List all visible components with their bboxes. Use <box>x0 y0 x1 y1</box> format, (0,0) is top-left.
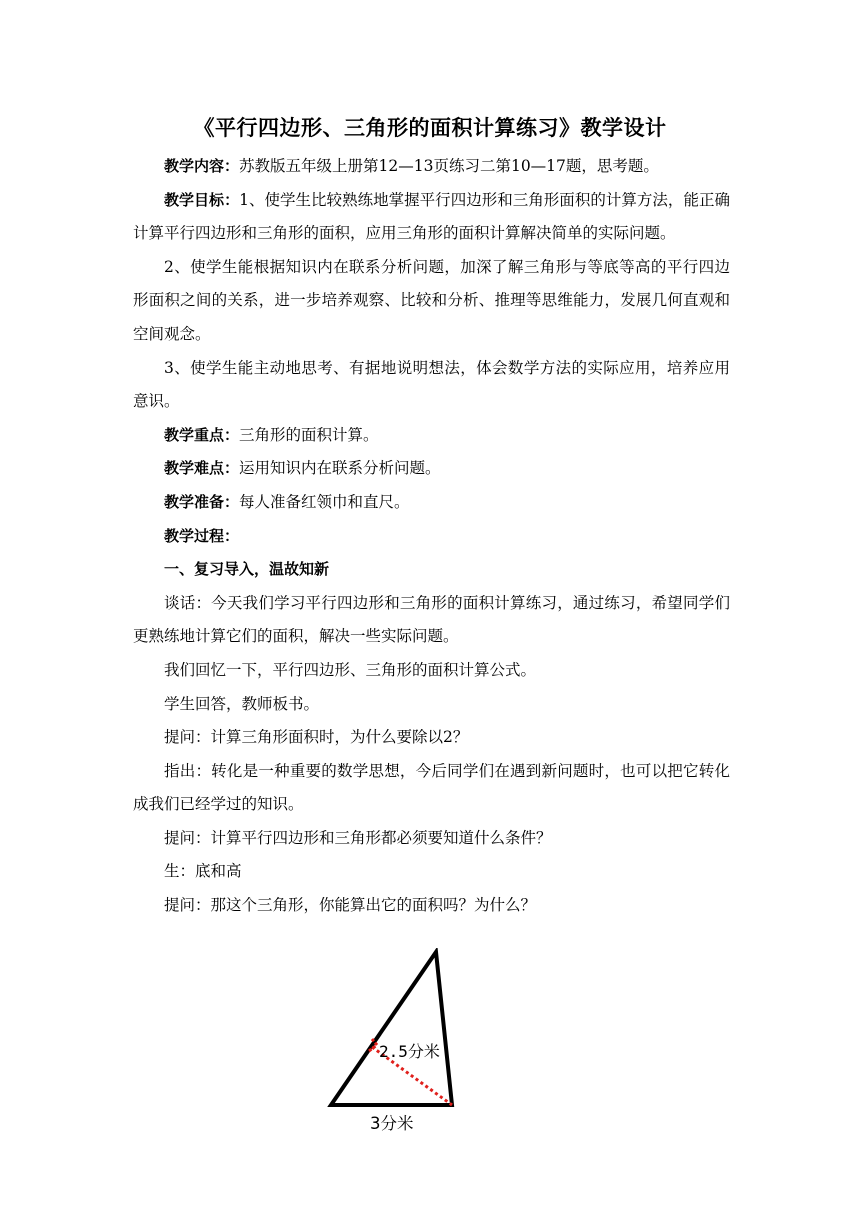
document-title: 《平行四边形、三角形的面积计算练习》教学设计 <box>193 116 667 140</box>
preparation-label: 教学准备： <box>164 492 240 511</box>
height-label: 2.5分米 <box>379 1042 440 1061</box>
process-line: 指出：转化是一种重要的数学思想，今后同学们在遇到新问题时，也可以把它转化成我们已经学过的知识。 <box>133 761 730 814</box>
difficulty-label: 教学难点： <box>164 459 240 478</box>
key-point-label: 教学重点： <box>164 425 240 444</box>
key-point <box>133 419 730 453</box>
process-line: 我们回忆一下，平行四边形、三角形的面积计算公式。 <box>164 660 537 679</box>
process-line: 提问：计算平行四边形和三角形都必须要知道什么条件？ <box>164 828 552 847</box>
process-line: 谈话：今天我们学习平行四边形和三角形的面积计算练习，通过练习，希望同学们更熟练地计算它们的面积，解决一些实际问题。 <box>133 593 730 646</box>
process-heading <box>133 520 730 554</box>
goal-item-2: 2、使学生能根据知识内在联系分析问题，加深了解三角形与等底等高的平行四边形面积之间的关系，进一步培养观察、比较和分析、推理等思维能力，发展几何直观和空间观念。 <box>133 257 730 343</box>
teaching-content-label: 教学内容： <box>164 157 240 175</box>
process-label: 教学过程： <box>164 526 240 545</box>
difficulty-text: 运用知识内在联系分析问题。 <box>239 459 441 478</box>
goal-item-3: 3、使学生能主动地思考、有据地说明想法，体会数学方法的实际应用，培养应用意识。 <box>133 358 730 411</box>
teaching-content <box>133 150 730 184</box>
preparation-text: 每人准备红领巾和直尺。 <box>239 492 410 511</box>
base-label: 3分米 <box>370 1114 414 1133</box>
process-line: 提问：计算三角形面积时，为什么要除以2？ <box>164 728 469 747</box>
preparation <box>133 486 730 520</box>
triangle-figure <box>320 948 490 1138</box>
section-heading <box>133 553 730 587</box>
triangle-outline <box>331 952 452 1105</box>
section-1-title: 一、复习导入，温故知新 <box>164 560 330 579</box>
difficulty <box>133 452 730 486</box>
goal-item-1: 1、使学生比较熟练地掌握平行四边形和三角形面积的计算方法，能正确计算平行四边形和三角形的面积，应用三角形的面积计算解决简单的实际问题。 <box>133 190 730 243</box>
process-line: 学生回答，教师板书。 <box>164 694 320 713</box>
document-body <box>133 150 730 923</box>
process-line: 提问：那这个三角形，你能算出它的面积吗？为什么？ <box>164 896 537 915</box>
teaching-content-text: 苏教版五年级上册第12—13页练习二第10—17题，思考题。 <box>239 157 659 175</box>
teaching-goals <box>133 184 730 251</box>
teaching-goals-label: 教学目标： <box>164 190 240 209</box>
process-line: 生：底和高 <box>164 862 242 881</box>
key-point-text: 三角形的面积计算。 <box>239 425 379 444</box>
